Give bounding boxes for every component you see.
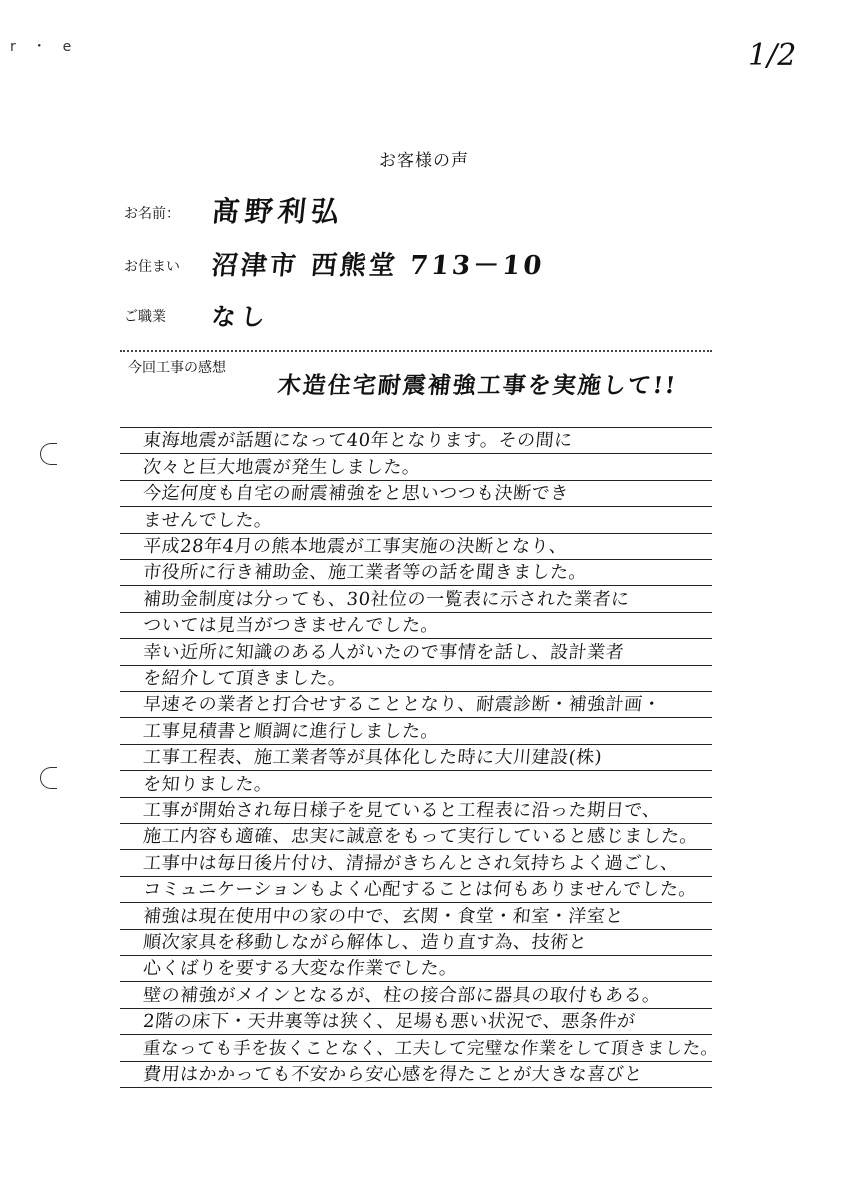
handwritten-line: コミュニケーションもよく心配することは何もありませんでした。 xyxy=(142,879,698,901)
handwritten-line: ついては見当がつきませんでした。 xyxy=(142,615,441,637)
ruled-line xyxy=(120,638,712,639)
handwritten-line: 壁の補強がメインとなるが、柱の接合部に器具の取付もある。 xyxy=(142,984,662,1006)
scan-corner-mark: r ・ e xyxy=(10,39,78,55)
handwritten-line: 早速その業者と打合せすることとなり、耐震診断・補強計画・ xyxy=(142,694,663,716)
impression-label: 今回工事の感想 xyxy=(128,360,226,376)
occupation-label: ご職業 xyxy=(124,309,166,325)
ruled-line xyxy=(120,955,712,956)
name-value: 髙野利弘 xyxy=(210,195,346,228)
handwritten-line: 市役所に行き補助金、施工業者等の話を聞きました。 xyxy=(142,562,589,584)
ruled-line xyxy=(120,506,712,507)
ruled-line xyxy=(120,1034,712,1035)
ruled-line xyxy=(120,559,712,560)
section-divider xyxy=(120,350,712,352)
impression-title: 木造住宅耐震補強工事を実施して!! xyxy=(276,372,679,399)
form-title: お客様の声 xyxy=(379,151,469,171)
name-label: お名前： xyxy=(124,206,180,222)
punch-hole xyxy=(40,767,57,789)
handwritten-line: 費用はかかっても不安から安心感を得たことが大きな喜びと xyxy=(142,1064,644,1085)
ruled-line xyxy=(120,1087,712,1088)
handwritten-line: 重なっても手を抜くことなく、工夫して完璧な作業をして頂きました。 xyxy=(142,1038,720,1059)
handwritten-line: 工事が開始され毎日様子を見ていると工程表に沿った期日で、 xyxy=(142,800,662,821)
handwritten-line: 平成28年4月の熊本地震が工事実施の決断となり、 xyxy=(142,536,569,557)
handwritten-line: 補強は現在使用中の家の中で、玄関・食堂・和室・洋室と xyxy=(142,905,625,927)
ruled-line xyxy=(120,849,712,850)
handwritten-line: ませんでした。 xyxy=(142,509,274,531)
handwritten-line: 今迄何度も自宅の耐震補強をと思いつつも決断でき xyxy=(142,483,570,505)
handwritten-line: 工事中は毎日後片付け、清掃がきちんとされ気持ちよく過ごし、 xyxy=(142,852,680,874)
ruled-line xyxy=(120,823,712,824)
page-number: 1/2 xyxy=(748,38,797,73)
ruled-line xyxy=(120,902,712,903)
handwritten-line: を知りました。 xyxy=(142,773,274,795)
handwritten-line: 2階の床下・天井裏等は狭く、足場も悪い状況で、悪条件が xyxy=(142,1011,637,1033)
handwritten-line: 幸い近所に知識のある人がいたので事情を話し、設計業者 xyxy=(142,641,626,663)
handwritten-line: 順次家具を移動しながら解体し、造り直す為、技術と xyxy=(142,932,589,953)
address-value: 沼津市 西熊堂 713－10 xyxy=(210,251,546,281)
occupation-value: なし xyxy=(210,302,272,331)
ruled-line xyxy=(120,770,712,771)
punch-hole xyxy=(40,443,57,465)
handwritten-line: 東海地震が話題になって40年となります。その間に xyxy=(142,430,574,452)
ruled-line xyxy=(120,453,712,454)
handwritten-line: 工事工程表、施工業者等が具体化した時に大川建設(株) xyxy=(142,747,604,769)
ruled-line xyxy=(120,585,712,586)
address-label: お住まい xyxy=(124,259,180,275)
handwritten-line: 施工内容も適確、忠実に誠意をもって実行していると感じました。 xyxy=(142,826,700,848)
handwritten-line: 心くばりを要する大変な作業でした。 xyxy=(142,958,459,980)
handwritten-line: 次々と巨大地震が発生しました。 xyxy=(142,456,422,478)
ruled-line xyxy=(120,427,712,428)
ruled-line xyxy=(120,717,712,718)
handwritten-line: 補助金制度は分っても、30社位の一覧表に示された業者に xyxy=(142,588,631,610)
handwritten-line: 工事見積書と順調に進行しました。 xyxy=(142,720,441,742)
ruled-line xyxy=(120,981,712,982)
handwritten-line: を紹介して頂きました。 xyxy=(142,668,348,689)
ruled-line xyxy=(120,691,712,692)
